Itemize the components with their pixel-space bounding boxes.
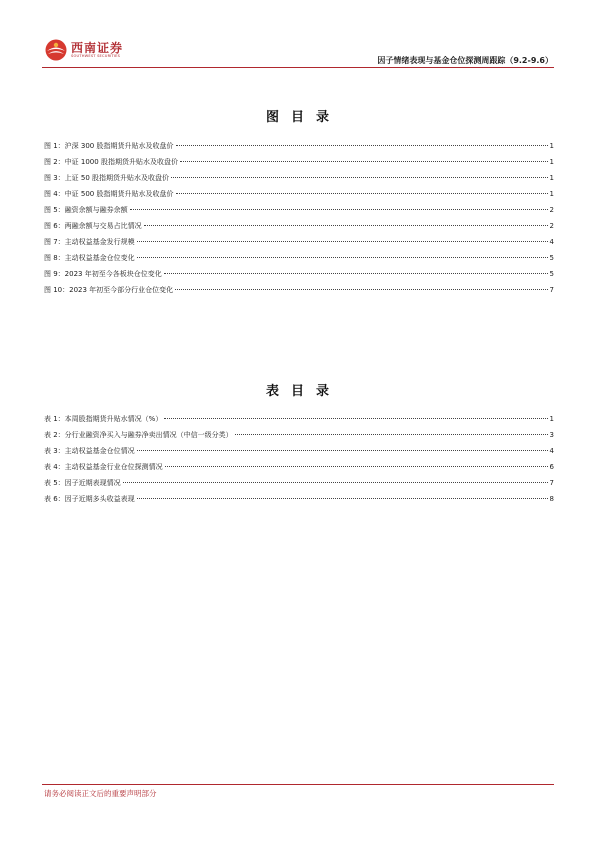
dot-leader <box>130 209 548 210</box>
figure-entry-label: 图 1：沪深 300 股指期货升贴水及收盘价 <box>44 142 174 150</box>
figure-entry-page: 7 <box>549 286 554 294</box>
table-toc-entry[interactable] <box>44 475 554 491</box>
figure-toc-entry[interactable] <box>44 138 554 154</box>
table-entry-page: 1 <box>549 415 554 423</box>
dot-leader <box>165 466 548 467</box>
brand-logo-icon <box>44 38 68 62</box>
dot-leader <box>180 161 548 162</box>
figure-toc-entry[interactable] <box>44 282 554 298</box>
figures-toc-title: 图目录 <box>265 110 341 125</box>
table-toc-entry[interactable] <box>44 491 554 507</box>
dot-leader <box>144 225 548 226</box>
figure-entry-label: 图 3：上证 50 股指期货升贴水及收盘价 <box>44 174 170 182</box>
dot-leader <box>171 177 547 178</box>
table-entry-label: 表 5：因子近期表现情况 <box>44 479 121 487</box>
figure-entry-page: 5 <box>549 270 554 278</box>
figure-entry-page: 1 <box>549 158 554 166</box>
figure-entry-page: 4 <box>549 238 554 246</box>
dot-leader <box>176 145 548 146</box>
table-entry-label: 表 6：因子近期多头收益表现 <box>44 495 135 503</box>
dot-leader <box>137 257 548 258</box>
figures-toc <box>44 138 554 298</box>
table-toc-entry[interactable] <box>44 459 554 475</box>
tables-toc <box>44 411 554 507</box>
table-entry-page: 8 <box>549 495 554 503</box>
dot-leader <box>176 193 548 194</box>
figure-entry-label: 图 4：中证 500 股指期货升贴水及收盘价 <box>44 190 174 198</box>
figure-entry-page: 1 <box>549 190 554 198</box>
figure-entry-page: 1 <box>549 174 554 182</box>
figure-entry-label: 图 7：主动权益基金发行规模 <box>44 238 135 246</box>
figure-toc-entry[interactable] <box>44 154 554 170</box>
figure-entry-page: 2 <box>549 206 554 214</box>
figure-entry-label: 图 8：主动权益基金仓位变化 <box>44 254 135 262</box>
dot-leader <box>137 498 548 499</box>
table-entry-label: 表 1：本周股指期货升贴水情况（%） <box>44 415 163 423</box>
figure-entry-label: 图 9：2023 年初至今各板块仓位变化 <box>44 270 162 278</box>
brand-name-cn: 西南证券 <box>71 41 124 55</box>
figure-toc-entry[interactable] <box>44 266 554 282</box>
dot-leader <box>175 289 547 290</box>
dot-leader <box>123 482 548 483</box>
figure-entry-page: 5 <box>549 254 554 262</box>
dot-leader <box>164 273 548 274</box>
report-title: 因子情绪表现与基金仓位探测周跟踪（9.2-9.6） <box>377 56 553 65</box>
dot-leader <box>137 241 548 242</box>
dot-leader <box>137 450 548 451</box>
figure-toc-entry[interactable] <box>44 234 554 250</box>
dot-leader <box>164 418 547 419</box>
figure-entry-label: 图 6：两融余额与交易占比情况 <box>44 222 142 230</box>
figure-entry-label: 图 10：2023 年初至今部分行业仓位变化 <box>44 286 174 294</box>
table-entry-label: 表 3：主动权益基金仓位情况 <box>44 447 135 455</box>
page-header <box>0 0 595 70</box>
table-entry-label: 表 2：分行业融资净买入与融券净卖出情况（中信一级分类） <box>44 431 233 439</box>
table-toc-entry[interactable] <box>44 443 554 459</box>
table-entry-page: 7 <box>549 479 554 487</box>
figure-entry-label: 图 2：中证 1000 股指期货升贴水及收盘价 <box>44 158 178 166</box>
brand-name-en: SOUTHWEST SECURITIES <box>71 54 121 58</box>
footer-divider <box>42 784 554 785</box>
figure-toc-entry[interactable] <box>44 202 554 218</box>
table-toc-entry[interactable] <box>44 427 554 443</box>
figure-toc-entry[interactable] <box>44 250 554 266</box>
dot-leader <box>235 434 548 435</box>
header-divider <box>42 67 554 68</box>
table-toc-entry[interactable] <box>44 411 554 427</box>
figure-entry-page: 2 <box>549 222 554 230</box>
brand-logo <box>44 38 134 62</box>
footer-notice: 请务必阅读正文后的重要声明部分 <box>44 789 157 798</box>
figure-entry-label: 图 5：融资余额与融券余额 <box>44 206 128 214</box>
table-entry-label: 表 4：主动权益基金行业仓位探测情况 <box>44 463 163 471</box>
figure-entry-page: 1 <box>549 142 554 150</box>
table-entry-page: 4 <box>549 447 554 455</box>
table-entry-page: 3 <box>549 431 554 439</box>
figure-toc-entry[interactable] <box>44 170 554 186</box>
table-entry-page: 6 <box>549 463 554 471</box>
figure-toc-entry[interactable] <box>44 218 554 234</box>
tables-toc-title: 表目录 <box>265 384 341 399</box>
figure-toc-entry[interactable] <box>44 186 554 202</box>
